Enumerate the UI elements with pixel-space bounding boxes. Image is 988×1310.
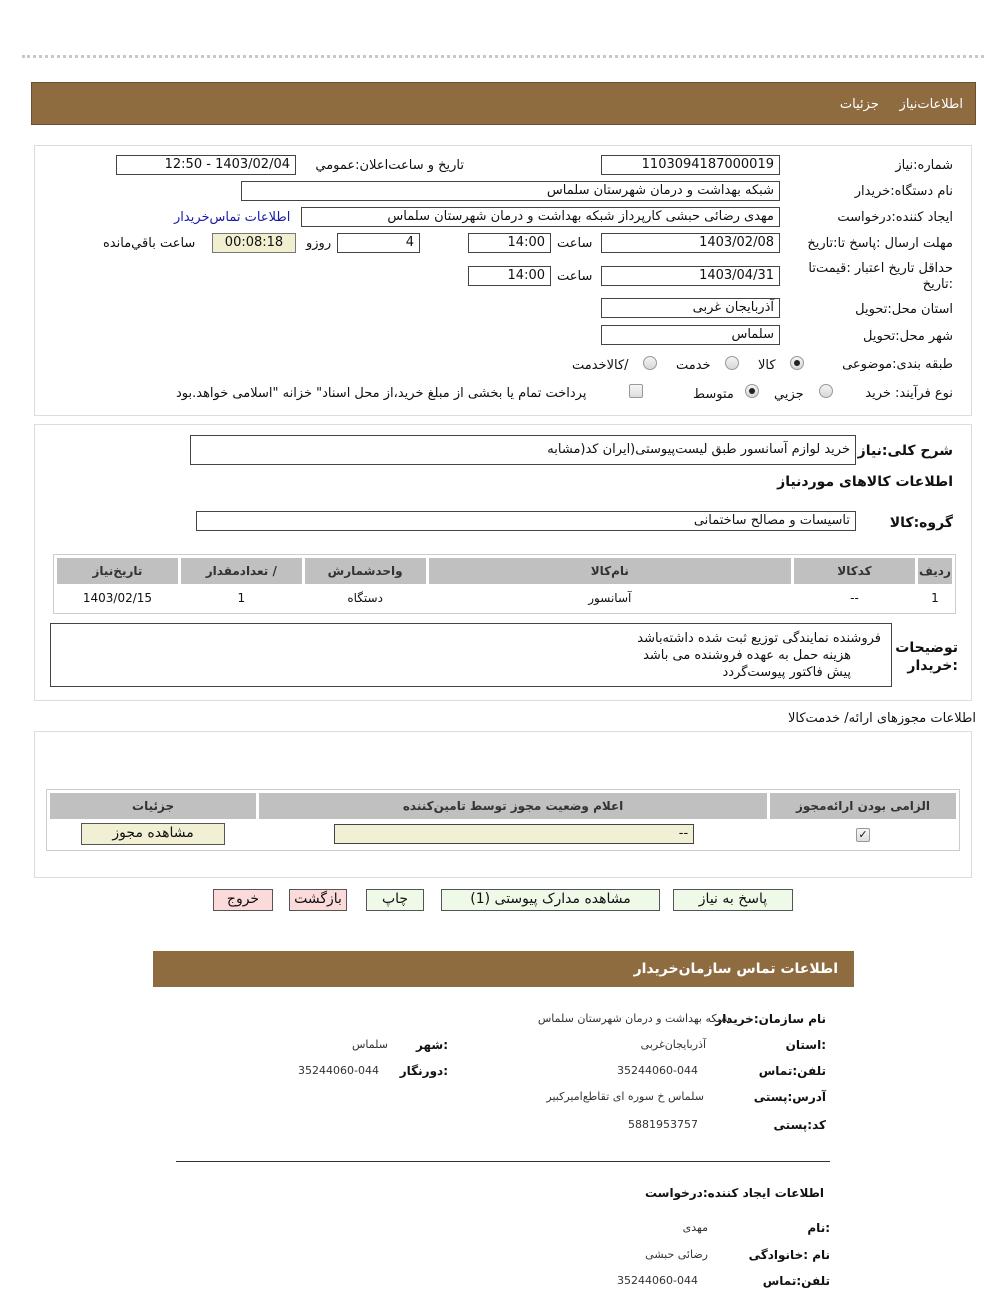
creator-phone-label: تلفن:تماس — [762, 1274, 830, 1288]
buyer-notes-label-2: :خریدار — [907, 658, 958, 674]
contact-province-value: آذربایجان‌غربی — [640, 1038, 706, 1051]
contact-phone-label: تلفن:تماس — [758, 1064, 826, 1078]
permits-table-header — [50, 793, 956, 819]
reply-date-field: 1403/02/08 — [601, 233, 780, 253]
validity-label-2: :تاریخ — [922, 277, 953, 292]
creator-family-value: رضائی حبشی — [645, 1248, 708, 1261]
cell-details — [50, 822, 256, 846]
goods-table-header — [57, 558, 952, 584]
table-row — [57, 587, 952, 609]
validity-label-1: حداقل تاریخ اعتبار :قیمت‌تا — [808, 261, 953, 276]
radio-medium-label: متوسط — [693, 387, 734, 402]
contact-city-label: :شهر — [416, 1038, 448, 1052]
announce-field: 1403/02/04 - 12:50 — [116, 155, 296, 175]
reply-time-field: 14:00 — [468, 233, 551, 253]
top-separator — [22, 55, 984, 58]
reply-time-label: ساعت — [557, 236, 593, 251]
permits-table-wrapper — [46, 789, 960, 851]
goods-group-label: گروه:کالا — [889, 515, 953, 531]
print-button[interactable]: چاپ — [366, 889, 424, 911]
col-required: الزامی بودن ارائه‌مجوز — [770, 793, 956, 819]
treasury-payment-label: پرداخت تمام یا بخشی از مبلغ خرید،از محل اسناد" خزانه "اسلامی خواهد.بود — [176, 386, 587, 401]
category-label: طبقه بندی:موضوعی — [842, 357, 953, 372]
province-field: آذربایجان غربی — [601, 298, 780, 318]
permits-title: اطلاعات مجوزهای ارائه/ خدمت‌کالا — [787, 711, 976, 726]
contact-fax-label: :دورنگار — [399, 1064, 448, 1078]
view-permit-button[interactable]: مشاهده مجوز — [81, 823, 225, 845]
city-label: شهر محل:تحویل — [863, 329, 953, 344]
province-label: استان محل:تحویل — [855, 302, 953, 317]
buyer-contact-link[interactable]: اطلاعات تماس‌خریدار — [174, 210, 291, 225]
col-date: تاریخ‌نیاز — [57, 558, 178, 584]
contact-address-label: آدرس:پستی — [753, 1090, 826, 1104]
contact-province-label: :استان — [785, 1038, 826, 1052]
city-field: سلماس — [601, 325, 780, 345]
creator-label: ایجاد کننده:درخواست — [837, 210, 953, 225]
cell-code: -- — [850, 591, 859, 605]
announce-label: تاریخ و ساعت‌اعلان:عمومي — [315, 158, 464, 173]
cell-required — [770, 822, 956, 846]
tab-info[interactable]: اطلاعات‌نیاز — [899, 97, 963, 112]
table-row — [50, 822, 956, 846]
contact-address-value: سلماس خ سوره ای تقاطع‌امیرکبیر — [546, 1090, 704, 1103]
col-status: اعلام وضعیت مجوز توسط تامین‌کننده — [259, 793, 767, 819]
col-row: ردیف — [918, 558, 952, 584]
radio-medium[interactable] — [745, 384, 759, 398]
goods-table — [54, 555, 955, 612]
attachments-button[interactable]: مشاهده مدارک پیوستی (1) — [441, 889, 660, 911]
creator-family-label: نام :خانوادگی — [748, 1248, 830, 1262]
goods-info-title: اطلاعات کالاهای موردنیاز — [777, 474, 953, 490]
goods-group-field: تاسیسات و مصالح ساختمانی — [196, 511, 856, 531]
contact-divider — [176, 1161, 830, 1162]
contact-fax-value: 35244060-044 — [298, 1064, 379, 1077]
exit-button[interactable]: خروج — [213, 889, 273, 911]
process-label: نوع فرآیند: خرید — [865, 386, 953, 401]
need-number-field: 1103094187000019 — [601, 155, 780, 175]
col-qty: / تعدادمقدار — [181, 558, 302, 584]
buyer-notes-line-3: پیش فاکتور پیوست‌گردد — [722, 665, 851, 680]
radio-partial-label: جزيي — [774, 387, 804, 402]
cell-row: 1 — [931, 591, 939, 605]
days-label: روزو — [306, 236, 332, 251]
goods-table-wrapper — [53, 554, 956, 614]
summary-field: خرید لوازم آسانسور طبق لیست‌پیوستی(ایران کد(مشابه — [190, 435, 856, 465]
creator-field: مهدی رضائی حبشی کارپرداز شبکه بهداشت و درمان شهرستان سلماس — [301, 207, 780, 227]
contact-org-value: شبکه بهداشت و درمان شهرستان سلماس — [537, 1012, 730, 1025]
need-number-label: شماره:نیاز — [895, 158, 953, 173]
required-checkbox[interactable]: ✓ — [856, 828, 870, 842]
page-header — [31, 82, 976, 125]
treasury-payment-checkbox[interactable] — [629, 384, 643, 398]
contact-org-label: نام سازمان:خریدار — [715, 1012, 826, 1026]
radio-goods[interactable] — [790, 356, 804, 370]
summary-label: شرح کلی:نیاز — [857, 443, 953, 459]
contact-postal-label: کد:پستی — [773, 1118, 826, 1132]
radio-goods-label: کالا — [758, 358, 776, 373]
radio-goods-service-label: /کالاخدمت — [572, 358, 629, 373]
back-button[interactable]: بازگشت — [289, 889, 347, 911]
validity-time-field: 14:00 — [468, 266, 551, 286]
contact-postal-value: 5881953757 — [628, 1118, 698, 1131]
radio-service[interactable] — [725, 356, 739, 370]
remaining-timer: 00:08:18 — [212, 233, 296, 253]
remaining-label: ساعت باقي‌مانده — [103, 236, 196, 251]
creator-name-value: مهدی — [682, 1221, 708, 1234]
buyer-notes-line-1: فروشنده نمایندگی توزیع ثبت شده داشته‌باشد — [637, 631, 881, 646]
days-field: 4 — [337, 233, 420, 253]
col-unit: واحدشمارش — [305, 558, 426, 584]
buyer-org-field: شبکه بهداشت و درمان شهرستان سلماس — [241, 181, 780, 201]
creator-phone-value: 35244060-044 — [617, 1274, 698, 1287]
reply-button[interactable]: پاسخ به نیاز — [673, 889, 793, 911]
col-details: جزئیات — [50, 793, 256, 819]
creator-name-label: :نام — [807, 1221, 830, 1235]
contact-city-value: سلماس — [352, 1038, 388, 1051]
validity-date-field: 1403/04/31 — [601, 266, 780, 286]
radio-goods-service[interactable] — [643, 356, 657, 370]
contact-phone-value: 35244060-044 — [617, 1064, 698, 1077]
cell-unit: دستگاه — [347, 591, 383, 605]
buyer-notes-line-2: هزینه حمل به عهده فروشنده می باشد — [643, 648, 851, 663]
cell-date: 1403/02/15 — [82, 591, 153, 605]
validity-time-label: ساعت — [557, 269, 593, 284]
radio-service-label: خدمت — [676, 358, 711, 373]
col-name: نام‌کالا — [429, 558, 792, 584]
creator-info-title: اطلاعات ایجاد کننده:درخواست — [644, 1186, 824, 1200]
buyer-notes-box — [50, 623, 892, 687]
cell-name: آسانسور — [588, 591, 632, 605]
contact-header: اطلاعات تماس سازمان‌خریدار — [153, 951, 854, 987]
permit-status-field: -- — [334, 824, 694, 844]
radio-partial[interactable] — [819, 384, 833, 398]
col-code: کدکالا — [794, 558, 915, 584]
reply-deadline-label: مهلت ارسال :پاسخ تا:تاریخ — [807, 236, 953, 251]
tab-details[interactable]: جزئیات — [839, 97, 879, 112]
cell-qty: 1 — [237, 591, 246, 605]
cell-status — [259, 822, 767, 846]
buyer-notes-label-1: توضیحات — [895, 640, 958, 656]
permits-table — [47, 790, 959, 849]
buyer-org-label: نام دستگاه:خریدار — [854, 184, 953, 199]
